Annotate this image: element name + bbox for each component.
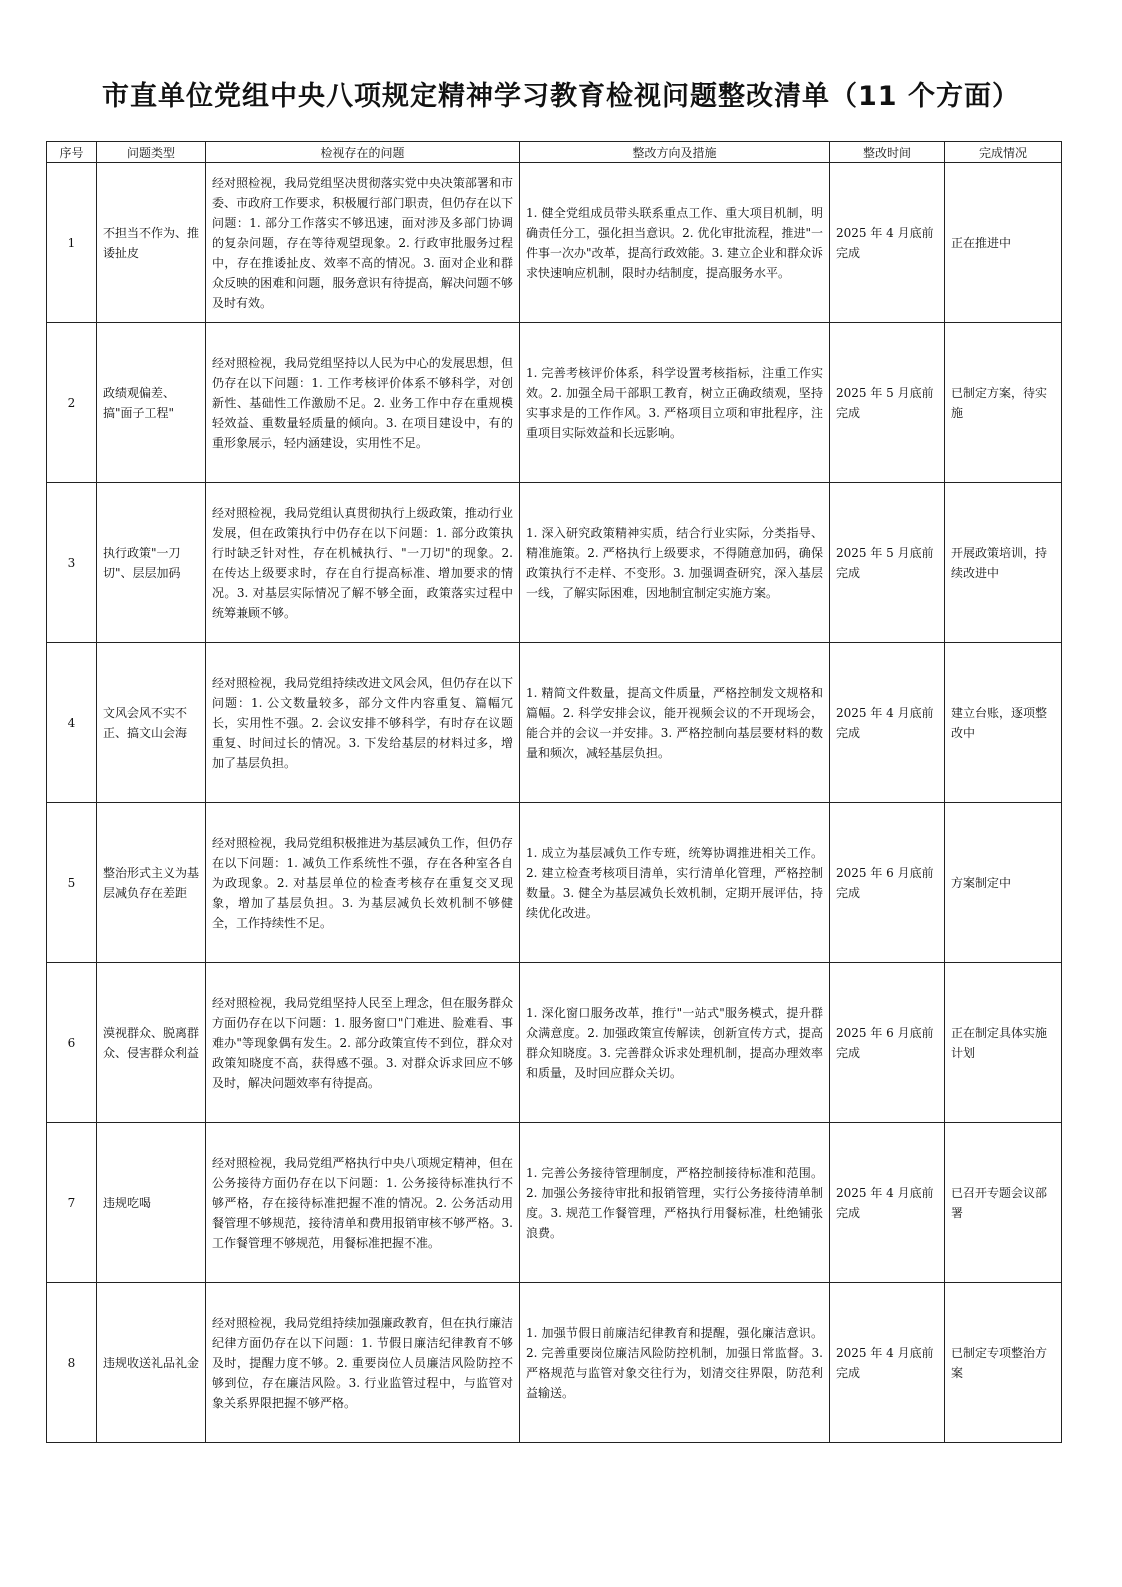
problem-type: 执行政策"一刀切"、层层加码 xyxy=(97,483,206,643)
completion-status: 已制定方案，待实施 xyxy=(945,323,1062,483)
problem-description: 经对照检视，我局党组持续加强廉政教育，但在执行廉洁纪律方面仍存在以下问题：1. 节假日廉洁纪律教育不够及时，提醒力度不够。2. 重要岗位人员廉洁风险防控不够到位，存在廉洁风险。3. 行业监管过程中，与监管对象关系界限把握不够严格。 xyxy=(206,1283,520,1443)
rectification-deadline: 2025 年 5 月底前完成 xyxy=(830,323,945,483)
rectification-deadline: 2025 年 6 月底前完成 xyxy=(830,803,945,963)
row-number: 1 xyxy=(47,163,97,323)
problem-type: 漠视群众、脱离群众、侵害群众利益 xyxy=(97,963,206,1123)
row-number: 2 xyxy=(47,323,97,483)
rectification-deadline: 2025 年 4 月底前完成 xyxy=(830,1283,945,1443)
rectification-measures: 1. 完善考核评价体系，科学设置考核指标，注重工作实效。2. 加强全局干部职工教育，树立正确政绩观，坚持实事求是的工作作风。3. 严格项目立项和审批程序，注重项目实际效益和长远影响。 xyxy=(520,323,830,483)
problem-type: 违规收送礼品礼金 xyxy=(97,1283,206,1443)
completion-status: 建立台账，逐项整改中 xyxy=(945,643,1062,803)
rectification-deadline: 2025 年 4 月底前完成 xyxy=(830,163,945,323)
rectification-measures: 1. 加强节假日前廉洁纪律教育和提醒，强化廉洁意识。2. 完善重要岗位廉洁风险防控机制，加强日常监督。3. 严格规范与监管对象交往行为，划清交往界限，防范利益输送。 xyxy=(520,1283,830,1443)
problem-description: 经对照检视，我局党组持续改进文风会风，但仍存在以下问题：1. 公文数量较多，部分文件内容重复、篇幅冗长，实用性不强。2. 会议安排不够科学，有时存在议题重复、时间过长的情况。3. 下发给基层的材料过多，增加了基层负担。 xyxy=(206,643,520,803)
table-row xyxy=(47,803,1062,963)
problem-type: 文风会风不实不正、搞文山会海 xyxy=(97,643,206,803)
rectification-measures: 1. 完善公务接待管理制度，严格控制接待标准和范围。2. 加强公务接待审批和报销管理，实行公务接待清单制度。3. 规范工作餐管理，严格执行用餐标准，杜绝铺张浪费。 xyxy=(520,1123,830,1283)
table-row xyxy=(47,323,1062,483)
rectification-measures: 1. 健全党组成员带头联系重点工作、重大项目机制，明确责任分工，强化担当意识。2. 优化审批流程，推进"一件事一次办"改革，提高行政效能。3. 建立企业和群众诉求快速响应机制，限时办结制度，提高服务水平。 xyxy=(520,163,830,323)
rectification-measures: 1. 深化窗口服务改革，推行"一站式"服务模式，提升群众满意度。2. 加强政策宣传解读，创新宣传方式，提高群众知晓度。3. 完善群众诉求处理机制，提高办理效率和质量，及时回应群众关切。 xyxy=(520,963,830,1123)
row-number: 3 xyxy=(47,483,97,643)
row-number: 4 xyxy=(47,643,97,803)
header-measure: 整改方向及措施 xyxy=(520,142,830,163)
completion-status: 已制定专项整治方案 xyxy=(945,1283,1062,1443)
problem-description: 经对照检视，我局党组认真贯彻执行上级政策，推动行业发展，但在政策执行中仍存在以下问题：1. 部分政策执行时缺乏针对性，存在机械执行、"一刀切"的现象。2. 在传达上级要求时，存在自行提高标准、增加要求的情况。3. 对基层实际情况了解不够全面，政策落实过程中统筹兼顾不够。 xyxy=(206,483,520,643)
problem-description: 经对照检视，我局党组坚决贯彻落实党中央决策部署和市委、市政府工作要求，积极履行部门职责，但仍存在以下问题：1. 部分工作落实不够迅速，面对涉及多部门协调的复杂问题，存在等待观望现象。2. 行政审批服务过程中，存在推诿扯皮、效率不高的情况。3. 面对企业和群众反映的困难和问题，服务意识有待提高，解决问题不够及时有效。 xyxy=(206,163,520,323)
rectification-measures: 1. 精简文件数量，提高文件质量，严格控制发文规格和篇幅。2. 科学安排会议，能开视频会议的不开现场会，能合并的会议一并安排。3. 严格控制向基层要材料的数量和频次，减轻基层负担。 xyxy=(520,643,830,803)
rectification-deadline: 2025 年 4 月底前完成 xyxy=(830,643,945,803)
table-row xyxy=(47,643,1062,803)
page-title: 市直单位党组中央八项规定精神学习教育检视问题整改清单（11 个方面） xyxy=(102,81,1020,112)
problem-description: 经对照检视，我局党组坚持人民至上理念，但在服务群众方面仍存在以下问题：1. 服务窗口"门难进、脸难看、事难办"等现象偶有发生。2. 部分政策宣传不到位，群众对政策知晓度不高，获得感不强。3. 对群众诉求回应不够及时，解决问题效率有待提高。 xyxy=(206,963,520,1123)
completion-status: 方案制定中 xyxy=(945,803,1062,963)
problem-type: 政绩观偏差、搞"面子工程" xyxy=(97,323,206,483)
rectification-table xyxy=(46,141,1062,1443)
header-status: 完成情况 xyxy=(945,142,1062,163)
row-number: 6 xyxy=(47,963,97,1123)
table-header-row xyxy=(47,142,1062,163)
table-row xyxy=(47,163,1062,323)
header-no: 序号 xyxy=(47,142,97,163)
rectification-deadline: 2025 年 5 月底前完成 xyxy=(830,483,945,643)
table-row xyxy=(47,483,1062,643)
row-number: 5 xyxy=(47,803,97,963)
rectification-measures: 1. 深入研究政策精神实质，结合行业实际，分类指导、精准施策。2. 严格执行上级要求，不得随意加码，确保政策执行不走样、不变形。3. 加强调查研究，深入基层一线，了解实际困难，因地制宜制定实施方案。 xyxy=(520,483,830,643)
table-row xyxy=(47,1283,1062,1443)
row-number: 8 xyxy=(47,1283,97,1443)
completion-status: 已召开专题会议部署 xyxy=(945,1123,1062,1283)
completion-status: 正在推进中 xyxy=(945,163,1062,323)
rectification-measures: 1. 成立为基层减负工作专班，统筹协调推进相关工作。2. 建立检查考核项目清单，实行清单化管理，严格控制数量。3. 健全为基层减负长效机制，定期开展评估，持续优化改进。 xyxy=(520,803,830,963)
problem-type: 不担当不作为、推诿扯皮 xyxy=(97,163,206,323)
completion-status: 开展政策培训，持续改进中 xyxy=(945,483,1062,643)
row-number: 7 xyxy=(47,1123,97,1283)
header-type: 问题类型 xyxy=(97,142,206,163)
problem-description: 经对照检视，我局党组积极推进为基层减负工作，但仍存在以下问题：1. 减负工作系统性不强，存在各种室各自为政现象。2. 对基层单位的检查考核存在重复交叉现象，增加了基层负担。3. 为基层减负长效机制不够健全，工作持续性不足。 xyxy=(206,803,520,963)
table-row xyxy=(47,963,1062,1123)
problem-type: 违规吃喝 xyxy=(97,1123,206,1283)
header-problem: 检视存在的问题 xyxy=(206,142,520,163)
rectification-deadline: 2025 年 4 月底前完成 xyxy=(830,1123,945,1283)
problem-description: 经对照检视，我局党组严格执行中央八项规定精神，但在公务接待方面仍存在以下问题：1. 公务接待标准执行不够严格，存在接待标准把握不准的情况。2. 公务活动用餐管理不够规范，接待清单和费用报销审核不够严格。3. 工作餐管理不够规范，用餐标准把握不准。 xyxy=(206,1123,520,1283)
completion-status: 正在制定具体实施计划 xyxy=(945,963,1062,1123)
problem-type: 整治形式主义为基层减负存在差距 xyxy=(97,803,206,963)
header-time: 整改时间 xyxy=(830,142,945,163)
problem-description: 经对照检视，我局党组坚持以人民为中心的发展思想，但仍存在以下问题：1. 工作考核评价体系不够科学，对创新性、基础性工作激励不足。2. 业务工作中存在重规模轻效益、重数量轻质量的倾向。3. 在项目建设中，有的重形象展示，轻内涵建设，实用性不足。 xyxy=(206,323,520,483)
rectification-deadline: 2025 年 6 月底前完成 xyxy=(830,963,945,1123)
table-row xyxy=(47,1123,1062,1283)
